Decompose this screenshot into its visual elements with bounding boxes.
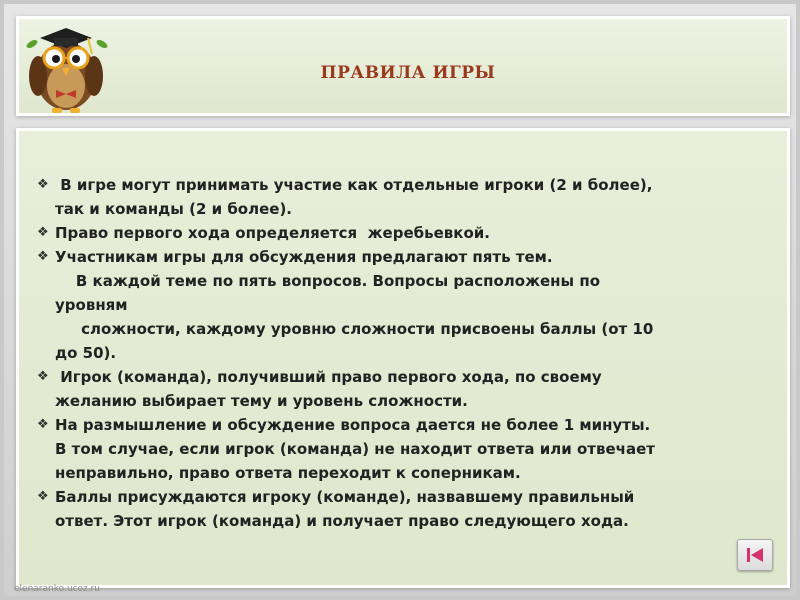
rule-line: уровням bbox=[55, 296, 128, 314]
diamond-ornament-icon: ❖ bbox=[37, 489, 49, 504]
rule-item bbox=[37, 485, 727, 533]
diamond-ornament-icon: ❖ bbox=[37, 249, 49, 264]
rule-line: так и команды (2 и более). bbox=[55, 200, 292, 218]
rule-line: В игре могут принимать участие как отдельные игроки (2 и более), bbox=[55, 176, 653, 194]
back-button[interactable] bbox=[737, 539, 773, 571]
page-title: ПРАВИЛА ИГРЫ bbox=[320, 63, 496, 83]
slide-frame bbox=[4, 4, 796, 596]
rule-line: желанию выбирает тему и уровень сложности. bbox=[55, 392, 468, 410]
rule-line: Игрок (команда), получивший право первого хода, по своему bbox=[55, 368, 602, 386]
diamond-ornament-icon: ❖ bbox=[37, 369, 49, 384]
diamond-ornament-icon: ❖ bbox=[37, 177, 49, 192]
rule-item bbox=[37, 245, 727, 365]
skip-back-icon bbox=[738, 540, 772, 570]
header-panel bbox=[16, 16, 790, 116]
rule-line: сложности, каждому уровню сложности присвоены баллы (от 10 bbox=[55, 320, 654, 338]
rule-line: до 50). bbox=[55, 344, 117, 362]
rules-list bbox=[37, 173, 727, 533]
content-panel bbox=[16, 128, 790, 588]
rule-line: В каждой теме по пять вопросов. Вопросы расположены по bbox=[55, 272, 601, 290]
rule-line: ответ. Этот игрок (команда) и получает право следующего хода. bbox=[55, 512, 629, 530]
rule-line: Право первого хода определяется жеребьевкой. bbox=[55, 224, 490, 242]
rule-line: неправильно, право ответа переходит к соперникам. bbox=[55, 464, 521, 482]
rule-line: В том случае, если игрок (команда) не находит ответа или отвечает bbox=[55, 440, 655, 458]
rule-item bbox=[37, 413, 727, 485]
rule-item bbox=[37, 221, 727, 245]
owl-mascot-icon bbox=[18, 8, 118, 118]
rule-item bbox=[37, 173, 727, 221]
rule-item bbox=[37, 365, 727, 413]
rule-line: Участникам игры для обсуждения предлагают пять тем. bbox=[55, 248, 553, 266]
rule-line: Баллы присуждаются игроку (команде), назвавшему правильный bbox=[55, 488, 635, 506]
rule-line: На размышление и обсуждение вопроса дается не более 1 минуты. bbox=[55, 416, 651, 434]
diamond-ornament-icon: ❖ bbox=[37, 417, 49, 432]
diamond-ornament-icon: ❖ bbox=[37, 225, 49, 240]
watermark: elenaranko.ucoz.ru bbox=[14, 584, 100, 594]
